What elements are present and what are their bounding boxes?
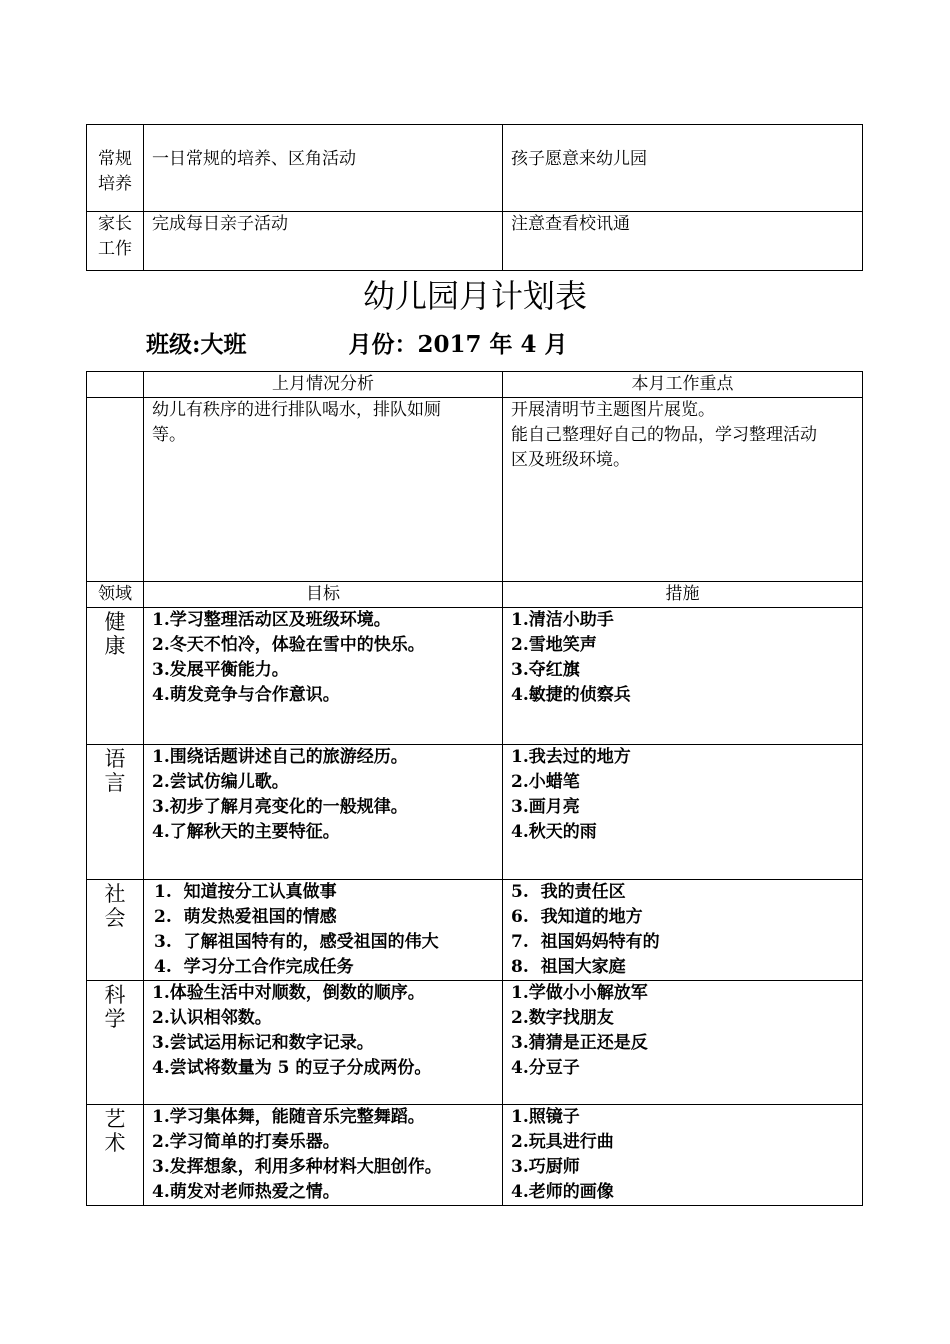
class-month-line (146, 330, 568, 360)
measure-item: 4.秋天的雨 (511, 822, 597, 842)
science-goals (144, 981, 503, 1105)
domain-cell-language (87, 745, 144, 880)
domain-char: 会 (104, 906, 126, 930)
measure-item: 6. 我知道的地方 (511, 907, 643, 927)
measure-item: 2.玩具进行曲 (511, 1132, 614, 1152)
goal-item: 4.萌发对老师热爱之情。 (152, 1182, 340, 1202)
health-measures (503, 608, 863, 745)
art-measures (503, 1105, 863, 1206)
focus-line: 区及班级环境。 (511, 450, 630, 470)
domain-char: 健 (104, 610, 126, 634)
domain-cell-art (87, 1105, 144, 1206)
domain-char: 术 (104, 1131, 126, 1155)
analysis-line: 等。 (152, 425, 186, 445)
goal-item: 3.发展平衡能力。 (152, 660, 289, 680)
measure-item: 4.分豆子 (511, 1058, 580, 1078)
domain-char: 社 (104, 882, 126, 906)
this-month-header: 本月工作重点 (503, 372, 863, 398)
measure-item: 5. 我的责任区 (511, 882, 626, 902)
goal-item: 3.尝试运用标记和数字记录。 (152, 1033, 374, 1053)
page-title: 幼儿园月计划表 (362, 277, 587, 315)
empty-header-cell (87, 372, 144, 398)
focus-line: 能自己整理好自己的物品，学习整理活动 (511, 425, 817, 445)
goal-item: 4.尝试将数量为 5 的豆子分成两份。 (152, 1058, 432, 1078)
society-goals (144, 880, 503, 981)
domain-cell-society (87, 880, 144, 981)
goal-item: 1.围绕话题讲述自己的旅游经历。 (152, 747, 408, 767)
goal-column-header: 目标 (144, 582, 503, 608)
domain-cell-parent (87, 212, 144, 271)
language-measures (503, 745, 863, 880)
domain-cell-science (87, 981, 144, 1105)
focus-line: 开展清明节主题图片展览。 (511, 400, 715, 420)
domain-char: 康 (104, 634, 126, 658)
society-measures (503, 880, 863, 981)
goal-item: 2.尝试仿编儿歌。 (152, 772, 289, 792)
goal-item: 2. 萌发热爱祖国的情感 (154, 907, 337, 927)
routine-right-text: 孩子愿意来幼儿园 (511, 149, 647, 169)
measure-item: 1.清洁小助手 (511, 610, 614, 630)
measure-item: 2.雪地笑声 (511, 635, 597, 655)
goal-item: 4. 学习分工合作完成任务 (154, 957, 354, 977)
domain-char: 艺 (104, 1107, 126, 1131)
routine-left-text: 一日常规的培养、区角活动 (152, 149, 356, 169)
domain-char: 语 (104, 747, 126, 771)
goal-item: 1. 知道按分工认真做事 (154, 882, 337, 902)
goal-item: 2.认识相邻数。 (152, 1008, 272, 1028)
monthly-plan-table (86, 371, 863, 1206)
measure-item: 3.猜猜是正还是反 (511, 1033, 648, 1053)
art-goals (144, 1105, 503, 1206)
domain-cell-health (87, 608, 144, 745)
domain-label: 家长工作 (98, 214, 132, 259)
class-label: 班级:大班 (146, 331, 247, 358)
goal-item: 1.学习集体舞，能随音乐完整舞蹈。 (152, 1107, 425, 1127)
goal-item: 1.体验生活中对顺数，倒数的顺序。 (152, 983, 425, 1003)
domain-char: 言 (104, 771, 126, 795)
language-goals (144, 745, 503, 880)
measure-item: 3.夺红旗 (511, 660, 580, 680)
empty-analysis-cell (87, 398, 144, 582)
routine-goal-cell (503, 125, 863, 212)
domain-cell-routine (87, 125, 144, 212)
health-goals (144, 608, 503, 745)
science-measures (503, 981, 863, 1105)
measure-item: 2.数字找朋友 (511, 1008, 614, 1028)
last-month-analysis (144, 398, 503, 582)
measure-column-header: 措施 (503, 582, 863, 608)
domain-char: 科 (104, 983, 126, 1007)
goal-item: 3.发挥想象，利用多种材料大胆创作。 (152, 1157, 442, 1177)
goal-item: 4.萌发竞争与合作意识。 (152, 685, 340, 705)
last-month-header: 上月情况分析 (144, 372, 503, 398)
goal-item: 3. 了解祖国特有的，感受祖国的伟大 (154, 932, 439, 952)
goal-item: 4.了解秋天的主要特征。 (152, 822, 340, 842)
routine-content-cell (144, 125, 503, 212)
measure-item: 4.老师的画像 (511, 1182, 614, 1202)
measure-item: 3.画月亮 (511, 797, 580, 817)
goal-item: 2.学习简单的打奏乐器。 (152, 1132, 340, 1152)
measure-item: 8. 祖国大家庭 (511, 957, 626, 977)
measure-item: 1.我去过的地方 (511, 747, 631, 767)
goal-item: 2.冬天不怕冷，体验在雪中的快乐。 (152, 635, 425, 655)
measure-item: 2.小蜡笔 (511, 772, 580, 792)
domain-column-header: 领域 (87, 582, 144, 608)
goal-item: 1.学习整理活动区及班级环境。 (152, 610, 391, 630)
measure-item: 3.巧厨师 (511, 1157, 580, 1177)
parent-content-cell (144, 212, 503, 271)
parent-right-text: 注意查看校讯通 (511, 214, 630, 234)
analysis-line: 幼儿有秩序的进行排队喝水，排队如厕 (152, 400, 441, 420)
measure-item: 7. 祖国妈妈特有的 (511, 932, 660, 952)
month-label: 月份：2017 年 4 月 (348, 331, 568, 358)
parent-left-text: 完成每日亲子活动 (152, 214, 288, 234)
routine-parent-table (86, 124, 863, 271)
this-month-focus (503, 398, 863, 582)
domain-char: 学 (104, 1007, 126, 1031)
domain-label: 常规培养 (98, 149, 132, 194)
parent-goal-cell (503, 212, 863, 271)
goal-item: 3.初步了解月亮变化的一般规律。 (152, 797, 408, 817)
measure-item: 1.照镜子 (511, 1107, 580, 1127)
measure-item: 1.学做小小解放军 (511, 983, 648, 1003)
measure-item: 4.敏捷的侦察兵 (511, 685, 631, 705)
